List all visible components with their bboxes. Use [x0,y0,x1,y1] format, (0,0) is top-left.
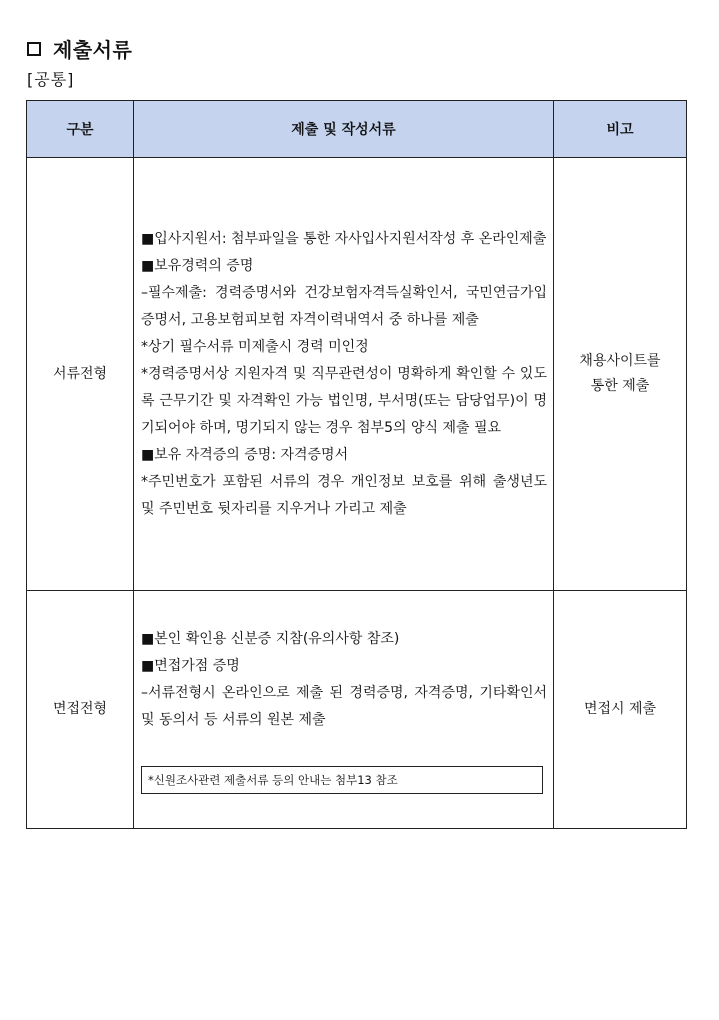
header-documents: 제출 및 작성서류 [134,101,554,158]
table-row [27,591,687,829]
content-line: *상기 필수서류 미제출시 경력 미인정 [141,338,369,355]
documents-table [26,100,687,829]
section-subtitle: [공통] [27,70,75,89]
content-line: ■입사지원서: 첨부파일을 통한 자사입사지원서작성 후 온라인제출 [141,230,547,247]
content-line: ■본인 확인용 신분증 지참(유의사항 참조) [141,630,400,647]
row-content [134,591,554,829]
row-category: 면접전형 [27,591,134,829]
table-header-row [27,101,687,158]
content-line: ■보유 자격증의 증명: 자격증명서 [141,446,349,463]
content-line: *경력증명서상 지원자격 및 직무관련성이 명확하게 확인할 수 있도록 근무기간 및 자격확인 가능 법인명, 부서명(또는 담당업무)이 명기되어야 하며, 명기되지 않는 경우 첨부5의 양식 제출 필요 [141,365,547,436]
table-row [27,158,687,591]
checkbox-square-icon [27,42,41,56]
header-category: 구분 [27,101,134,158]
remarks-line: 면접시 제출 [583,701,657,717]
row-category: 서류전형 [27,158,134,591]
content-line: –서류전형시 온라인으로 제출 된 경력증명, 자격증명, 기타확인서 및 동의서 등 서류의 원본 제출 [141,684,547,728]
section-title-text: 제출서류 [53,38,133,62]
notice-box: *신원조사관련 제출서류 등의 안내는 첨부13 참조 [141,766,543,794]
row-remarks [554,158,687,591]
section-title [27,34,132,63]
content-line: *주민번호가 포함된 서류의 경우 개인정보 보호를 위해 출생년도 및 주민번호 뒷자리를 지우거나 가리고 제출 [141,473,547,517]
content-line: –필수제출: 경력증명서와 건강보험자격득실확인서, 국민연금가입증명서, 고용보험피보험 자격이력내역서 중 하나를 제출 [141,284,547,328]
row-remarks [554,591,687,829]
row-content [134,158,554,591]
header-remarks: 비고 [554,101,687,158]
content-line: ■면접가점 증명 [141,657,240,674]
remarks-line: 채용사이트를 [579,353,661,369]
content-line: ■보유경력의 증명 [141,257,254,274]
remarks-line: 통한 제출 [590,378,650,394]
